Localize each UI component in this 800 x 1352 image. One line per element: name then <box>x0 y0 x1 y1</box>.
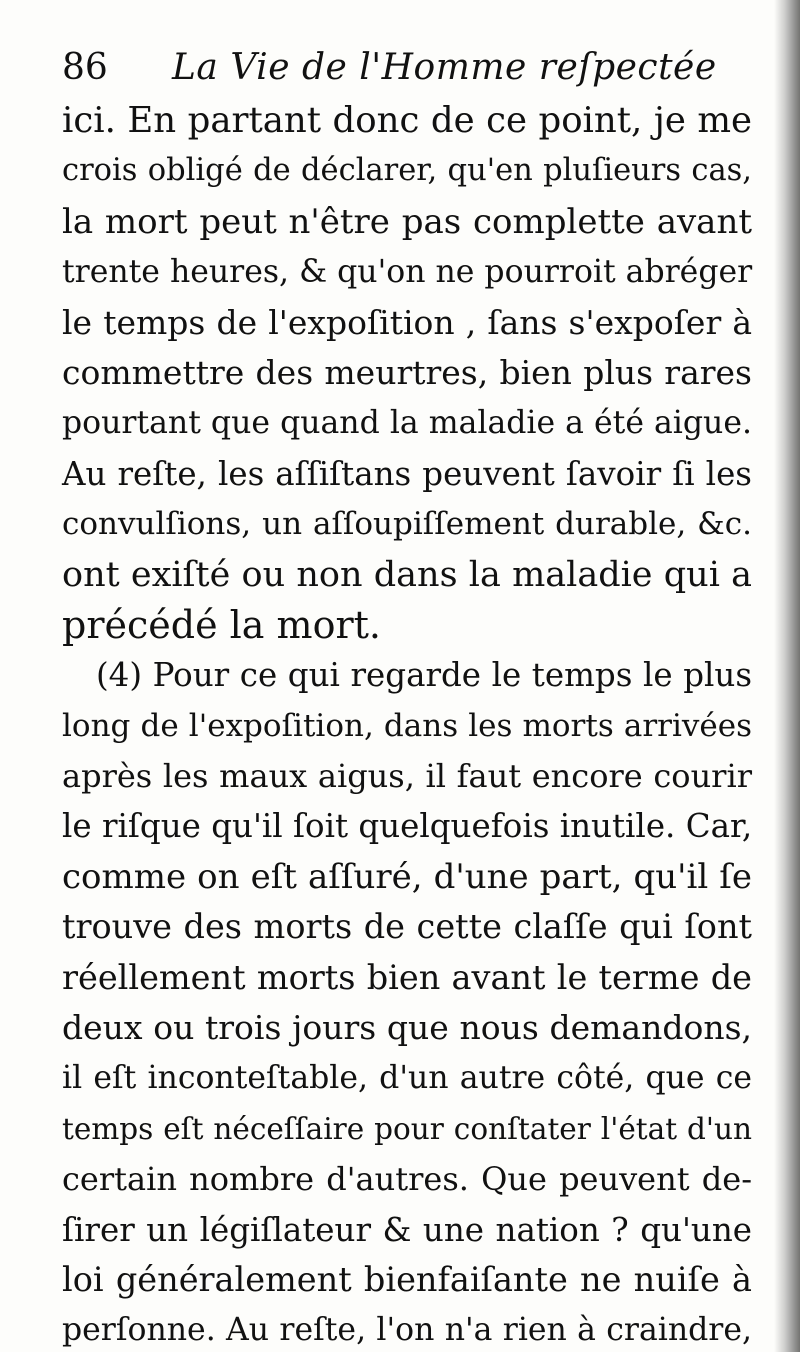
text-line: ici. En partant donc de ce point, je me <box>62 100 752 141</box>
text-line: ont exiſté ou non dans la maladie qui a <box>62 554 752 595</box>
running-header <box>62 42 752 94</box>
text-line: perſonne. Au reſte, l'on n'a rien à craindre, <box>62 1312 752 1349</box>
text-line: convulſions, un aſſoupiſſement durable, &c. <box>62 506 752 543</box>
text-line: loi généralement bienfaiſante ne nuiſe à <box>62 1259 752 1299</box>
text-line: après les maux aigus, il faut encore courir <box>62 757 752 796</box>
text-line: ſirer un légiſlateur & une nation ? qu'une <box>62 1210 752 1249</box>
text-line: trouve des morts de cette claſſe qui ſont <box>62 907 752 947</box>
text-line: certain nombre d'autres. Que peuvent de- <box>62 1160 752 1199</box>
paragraph-end-line: précédé la mort. <box>62 602 381 647</box>
text-line: le riſque qu'il ſoit quelquefois inutile. Car, <box>62 807 753 846</box>
page-number: 86 <box>62 47 108 88</box>
text-line: trente heures, & qu'on ne pourroit abréger <box>62 254 753 291</box>
paragraph-start-line: (4) Pour ce qui regarde le temps le plus <box>96 656 752 695</box>
text-line: Au reſte, les aſſiſtans peuvent ſavoir ſi les <box>62 454 752 493</box>
text-line: temps eſt néceſſaire pour conſtater l'état d'un <box>62 1111 752 1146</box>
text-line: pourtant que quand la maladie a été aigue. <box>62 405 752 442</box>
body-text <box>62 96 752 1352</box>
text-line: crois obligé de déclarer, qu'en pluſieurs cas, <box>62 153 752 189</box>
text-line: le temps de l'expoſition , ſans s'expoſer à <box>62 302 752 342</box>
text-line: commettre des meurtres, bien plus rares <box>62 352 752 392</box>
text-line: comme on eſt aſſuré, d'une part, qu'il ſe <box>62 856 752 897</box>
text-line: la mort peut n'être pas complette avant <box>62 201 752 242</box>
text-line: long de l'expoſition, dans les morts arrivées <box>62 707 752 744</box>
running-title: La Vie de l'Homme reſpectée <box>172 47 717 88</box>
text-line: il eſt inconteſtable, d'un autre côté, que ce <box>62 1060 752 1097</box>
text-line: réellement morts bien avant le terme de <box>62 957 752 997</box>
text-line: deux ou trois jours que nous demandons, <box>62 1008 752 1048</box>
page-edge-shadow <box>774 0 800 1352</box>
